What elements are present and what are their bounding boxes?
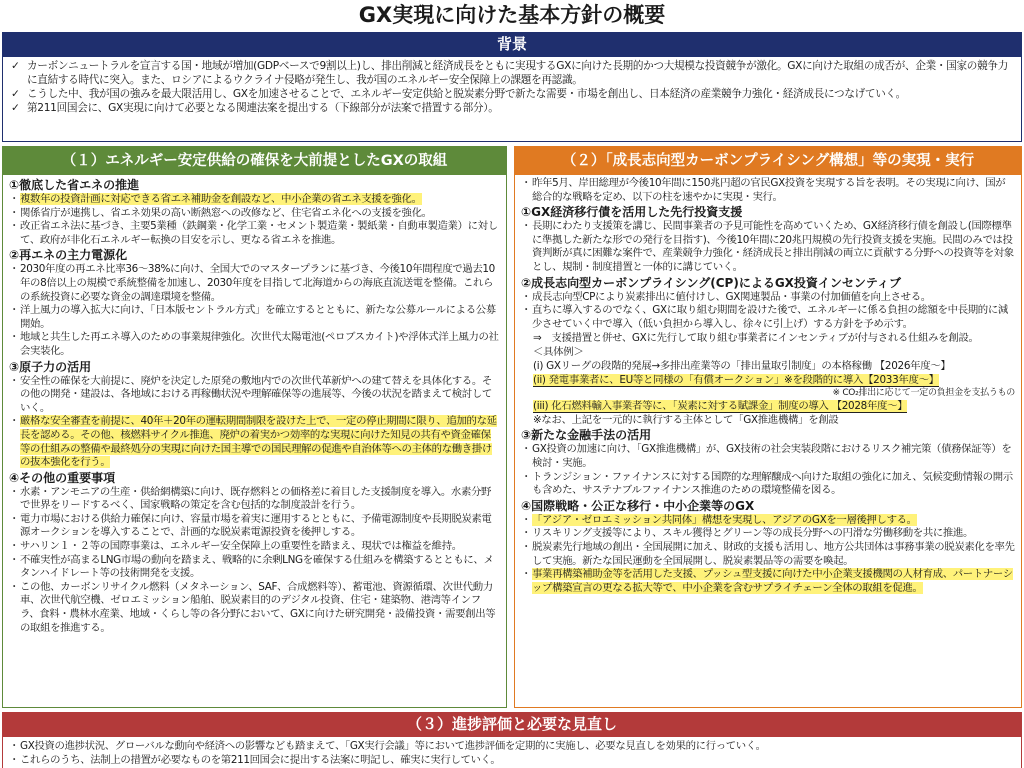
right-column	[514, 146, 1022, 708]
list-item: ・ 関係省庁が連携し、省エネ効果の高い断熱窓への改修など、住宅省エネ化への支援を強化。	[9, 207, 500, 221]
section3-box	[2, 736, 1022, 768]
list-item: ・ 直ちに導入するのでなく、GXに取り組む期間を設けた後で、エネルギーに係る負担の総額を中長期的に減少させていく中で導入（低い負担から導入し、徐々に引上げ）する方針を予め示す。	[521, 304, 1015, 331]
list-item: ・ 水素・アンモニアの生産・供給網構築に向け、既存燃料との価格差に着目した支援制度を導入。水素分野で世界をリードするべく、国家戦略の策定を含む包括的な制度設計を行う。	[9, 486, 500, 513]
background-line	[9, 87, 1015, 101]
background-text: カーボンニュートラルを宣言する国・地域が増加(GDPベースで9割以上)し、排出削減と経済成長をともに実現するGXに向けた長期的かつ大規模な投資競争が激化。GXに向けた取組の成否が、企業・国家の競争力に直結する時代に突入。また、ロシアによるウクライナ侵略が発生し、我が国のエネルギー安全保障上の課題を再認識。	[27, 60, 1008, 86]
list-item: ・ 2030年度の再エネ比率36～38%に向け、全国大でのマスタープランに基づき、今後10年間程度で過去10年の8倍以上の規模で系統整備を加速し、2030年度を目指して北海道からの海底直流送電を整備。これらの系統投資に必要な資金の調達環境を整備。	[9, 263, 500, 304]
background-heading: 背景	[2, 32, 1022, 56]
section-title: ①徹底した省エネの推進	[9, 178, 140, 192]
list-item: ・ 複数年の投資計画に対応できる省エネ補助金を創設など、中小企業の省エネ支援を強化。	[9, 193, 500, 207]
intro-text: ・ 昨年5月、岸田総理が今後10年間に150兆円超の官民GX投資を実現する旨を表明。その実現に向け、国が総合的な戦略を定め、以下の柱を速やかに実現・実行。	[521, 177, 1015, 204]
example-heading: ＜具体例＞	[533, 346, 584, 359]
list-item: ・ 長期にわたり支援策を講じ、民間事業者の予見可能性を高めていくため、GX経済移行債を創設し(国際標準に準拠した新たな形での発行を目指す)、今後10年間に20兆円規模の先行投資支援を実施。民間のみでは投資判断が真に困難な案件で、産業競争力強化・経済成長と排出削減の両立に貢献する分野への投資等を対象とし、規制・制度措置と一体的に講じていく。	[521, 220, 1015, 274]
check-icon: ✓	[11, 60, 20, 72]
section-title: ④その他の重要事項	[9, 470, 116, 485]
list-item: ・ 「アジア・ゼロエミッション共同体」構想を実現し、アジアのGXを一層後押しする。	[521, 514, 1015, 528]
arrow-note: ⇒ 支援措置と併せ、GXに先行して取り組む事業者にインセンティブが付与される仕組みを創設。	[533, 332, 979, 345]
list-item: ・ トランジション・ファイナンスに対する国際的な理解醸成へ向けた取組の強化に加え、気候変動情報の開示も含めた、サステナブルファイナンス推進のための環境整備を図る。	[521, 471, 1015, 498]
check-icon: ✓	[11, 88, 20, 100]
background-text: こうした中、我が国の強みを最大限活用し、GXを加速させることで、エネルギー安定供給と脱炭素分野で新たな需要・市場を創出し、日本経済の産業競争力強化・経済成長につなげていく。	[27, 88, 906, 100]
example-item: ※なお、上記を一元的に執行する主体として「GX推進機構」を創設	[533, 414, 839, 427]
background-line	[9, 59, 1015, 87]
list-item: ・ 地域と共生した再エネ導入のための事業規律強化。次世代太陽電池(ペロブスカイト)や浮体式洋上風力の社会実装化。	[9, 331, 500, 358]
check-icon: ✓	[11, 102, 20, 114]
list-item: ・ これらのうち、法制上の措置が必要なものを第211回国会に提出する法案に明記し、確実に実行していく。	[9, 753, 1015, 767]
section-title: ①GX経済移行債を活用した先行投資支援	[521, 205, 743, 220]
list-item: ・ 脱炭素先行地域の創出・全国展開に加え、財政的支援も活用し、地方公共団体は事務事業の脱炭素化を率先して実施。新たな国民運動を全国展開し、脱炭素製品等の需要を喚起。	[521, 541, 1015, 568]
section3-heading: （３）進捗評価と必要な見直し	[2, 712, 1022, 736]
list-item: ・ 厳格な安全審査を前提に、40年＋20年の運転期間制限を設けた上で、一定の停止期間に限り、追加的な延長を認める。その他、核燃料サイクル推進、廃炉の着実かつ効率的な実現に向けた知見の共有や資金確保等の仕組みの整備や最終処分の実現に向けた国主導での国民理解の促進や自治体等への主体的な働き掛けの抜本強化を行う。	[9, 415, 500, 469]
page-title: GX実現に向けた基本方針の概要	[358, 3, 666, 27]
list-item: ・ GX投資の加速に向け、「GX推進機構」が、GX技術の社会実装段階におけるリスク補完策（債務保証等）を検討・実施。	[521, 443, 1015, 470]
section-title: ②成長志向型カーボンプライシング(CP)によるGX投資インセンティブ	[521, 275, 901, 290]
left-column	[2, 146, 507, 708]
list-item: ・ この他、カーボンリサイクル燃料（メタネーション、SAF、合成燃料等）、蓄電池、資源循環、次世代動力車、次世代航空機、ゼロエミッション船舶、脱炭素目的のデジタル投資、住宅・建築物、港湾等インフラ、食料・農林水産業、地域・くらし等の各分野において、GXに向けた研究開発・設備投資・需要創出等の取組を推進する。	[9, 581, 500, 635]
background-text: 第211回国会に、GX実現に向けて必要となる関連法案を提出する（下線部分が法案で措置する部分）。	[27, 102, 499, 114]
left-column-heading: （１）エネルギー安定供給の確保を大前提としたGXの取組	[3, 147, 506, 175]
list-item: ・ サハリン１・２等の国際事業は、エネルギー安全保障上の重要性を踏まえ、現状では権益を維持。	[9, 540, 500, 554]
footnote: ※ CO₂排出に応じて一定の負担金を支払うもの	[832, 388, 1015, 399]
list-item: ・ 電力市場における供給力確保に向け、容量市場を着実に運用するとともに、予備電源制度や長期脱炭素電源オークションを導入することで、計画的な脱炭素電源投資を後押しする。	[9, 513, 500, 540]
example-item: (ii) 発電事業者に、EU等と同様の「有償オークション」※を段階的に導入【2033年度～】	[533, 374, 939, 387]
list-item: ・ 不確実性が高まるLNG市場の動向を踏まえ、戦略的に余剰LNGを確保する仕組みを構築するとともに、メタンハイドレート等の技術開発を支援。	[9, 554, 500, 581]
list-item: ・ 洋上風力の導入拡大に向け、「日本版セントラル方式」を確立するとともに、新たな公募ルールによる公募開始。	[9, 304, 500, 331]
list-item: ・ 安全性の確保を大前提に、廃炉を決定した原発の敷地内での次世代革新炉への建て替えを具体化する。その他の開発・建設は、各地域における再稼働状況や理解確保等の進展等、今後の状況を踏まえて検討していく。	[9, 375, 500, 416]
background-line	[9, 101, 1015, 115]
list-item: ・ 事業再構築補助金等を活用した支援、プッシュ型支援に向けた中小企業支援機関の人材育成、パートナーシップ構築宣言の更なる拡大等で、中小企業を含むサプライチェーン全体の取組を促進。	[521, 568, 1015, 595]
right-column-heading: （２）「成長志向型カーボンプライシング構想」等の実現・実行	[515, 147, 1021, 175]
section-title: ③原子力の活用	[9, 359, 92, 374]
example-item: (iii) 化石燃料輸入事業者等に、「炭素に対する賦課金」制度の導入 【2028年度～】	[533, 400, 908, 413]
list-item: ・ 改正省エネ法に基づき、主要5業種（鉄鋼業・化学工業・セメント製造業・製紙業・自動車製造業）に対して、政府が非化石エネルギー転換の目安を示し、更なる省エネを推進。	[9, 220, 500, 247]
section-title: ③新たな金融手法の活用	[521, 428, 652, 443]
list-item: ・ リスキリング支援等により、スキル獲得とグリーン等の成長分野への円滑な労働移動を共に推進。	[521, 527, 1015, 541]
background-box	[2, 56, 1022, 142]
list-item: ・ GX投資の進捗状況、グローバルな動向や経済への影響なども踏まえて、「GX実行会議」等において進捗評価を定期的に実施し、必要な見直しを効果的に行っていく。	[9, 739, 1015, 753]
example-item: (i) GXリーグの段階的発展→多排出産業等の「排出量取引制度」の本格稼働 【2026年度～】	[533, 360, 951, 373]
list-item: ・ 成長志向型CPにより炭素排出に値付けし、GX関連製品・事業の付加価値を向上させる。	[521, 291, 1015, 305]
section-title: ④国際戦略・公正な移行・中小企業等のGX	[521, 498, 755, 513]
section-title: ②再エネの主力電源化	[9, 248, 128, 263]
